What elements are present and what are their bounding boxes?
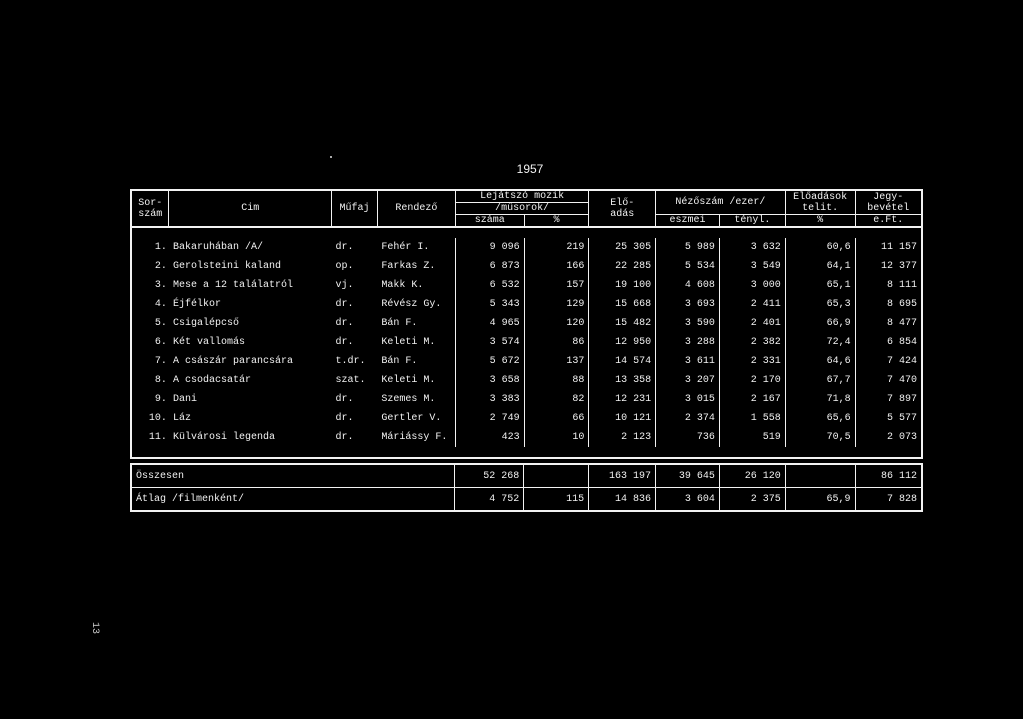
viewers-nominal: 3 288 — [656, 333, 720, 352]
genre: vj. — [335, 280, 354, 291]
header-nezoszam: Nézőszám /ezer/ — [656, 190, 786, 215]
occupancy-pct: 70,5 — [785, 428, 855, 447]
header-jegybevetel: Jegy- bevétel — [855, 190, 922, 215]
ticket-revenue: 8 477 — [855, 314, 922, 333]
row-index: 6. — [154, 337, 167, 348]
genre: t.dr. — [335, 356, 366, 367]
summary-cell: 26 120 — [719, 464, 785, 488]
cinema-pct: 10 — [524, 428, 589, 447]
summary-cell: 39 645 — [655, 464, 719, 488]
genre: dr. — [335, 413, 354, 424]
genre: dr. — [335, 432, 354, 443]
viewers-actual: 1 558 — [719, 409, 785, 428]
cinema-count: 3 658 — [455, 371, 524, 390]
viewers-nominal: 3 015 — [656, 390, 720, 409]
summary-cell: 4 752 — [455, 488, 524, 512]
director: Farkas Z. — [381, 261, 436, 272]
occupancy-pct: 66,9 — [785, 314, 855, 333]
viewers-actual: 519 — [719, 428, 785, 447]
cinema-count: 9 096 — [455, 238, 524, 257]
summary-cell: 163 197 — [589, 464, 656, 488]
row-index: 1. — [154, 242, 167, 253]
cinema-pct: 88 — [524, 371, 589, 390]
header-musorok: /műsorok/ — [455, 203, 589, 215]
film-title: Láz — [172, 413, 191, 424]
ticket-revenue: 6 854 — [855, 333, 922, 352]
viewers-actual: 2 167 — [719, 390, 785, 409]
year-title: 1957 — [516, 162, 544, 176]
occupancy-pct: 65,3 — [785, 295, 855, 314]
summary-cell — [785, 464, 855, 488]
occupancy-pct: 65,6 — [785, 409, 855, 428]
summary-cell — [524, 464, 589, 488]
summary-cell: 65,9 — [785, 488, 855, 512]
summary-cell: 86 112 — [855, 464, 922, 488]
viewers-actual: 2 382 — [719, 333, 785, 352]
cinema-count: 6 873 — [455, 257, 524, 276]
cinema-count: 423 — [455, 428, 524, 447]
table-row — [131, 428, 922, 447]
cinema-count: 3 383 — [455, 390, 524, 409]
viewers-nominal: 3 611 — [656, 352, 720, 371]
ticket-revenue: 7 424 — [855, 352, 922, 371]
summary-cell: 14 836 — [589, 488, 656, 512]
viewers-nominal: 2 374 — [656, 409, 720, 428]
summary-cell: 115 — [524, 488, 589, 512]
ticket-revenue: 7 897 — [855, 390, 922, 409]
director: Keleti M. — [381, 337, 436, 348]
cinema-pct: 137 — [524, 352, 589, 371]
header-lej-pct: % — [524, 215, 589, 228]
table-row — [131, 390, 922, 409]
summary-row-total — [131, 464, 922, 488]
row-index: 11. — [148, 432, 167, 443]
film-title: Két vallomás — [172, 337, 245, 348]
occupancy-pct: 72,4 — [785, 333, 855, 352]
cinema-pct: 129 — [524, 295, 589, 314]
occupancy-pct: 64,6 — [785, 352, 855, 371]
summary-label: Átlag /filmenként/ — [131, 488, 455, 512]
header-telit-pct: % — [785, 215, 855, 228]
table-row — [131, 238, 922, 257]
table-row — [131, 371, 922, 390]
viewers-actual: 2 401 — [719, 314, 785, 333]
screenings: 12 231 — [589, 390, 656, 409]
row-index: 10. — [148, 413, 167, 424]
cinema-count: 5 672 — [455, 352, 524, 371]
genre: dr. — [335, 337, 354, 348]
cinema-pct: 86 — [524, 333, 589, 352]
ticket-revenue: 12 377 — [855, 257, 922, 276]
film-title: Mese a 12 találatról — [172, 280, 293, 291]
table-row — [131, 276, 922, 295]
ticket-revenue: 8 695 — [855, 295, 922, 314]
director: Bán F. — [381, 318, 418, 329]
viewers-actual: 3 000 — [719, 276, 785, 295]
row-index: 8. — [154, 375, 167, 386]
film-title: A csodacsatár — [172, 375, 251, 386]
header-eszmei: eszmei — [656, 215, 720, 228]
screenings: 19 100 — [589, 276, 656, 295]
viewers-nominal: 4 608 — [656, 276, 720, 295]
table-body — [131, 227, 922, 458]
cinema-count: 4 965 — [455, 314, 524, 333]
screenings: 22 285 — [589, 257, 656, 276]
screenings: 10 121 — [589, 409, 656, 428]
occupancy-pct: 64,1 — [785, 257, 855, 276]
header-rendezo: Rendező — [377, 190, 455, 227]
film-title: Gerolsteini kaland — [172, 261, 281, 272]
viewers-actual: 3 632 — [719, 238, 785, 257]
occupancy-pct: 67,7 — [785, 371, 855, 390]
viewers-nominal: 5 989 — [656, 238, 720, 257]
genre: dr. — [335, 318, 354, 329]
screenings: 2 123 — [589, 428, 656, 447]
summary-label: Összesen — [131, 464, 455, 488]
cinema-pct: 120 — [524, 314, 589, 333]
cinema-pct: 82 — [524, 390, 589, 409]
table-row — [131, 409, 922, 428]
screenings: 15 668 — [589, 295, 656, 314]
header-cim: Cim — [169, 190, 332, 227]
director: Bán F. — [381, 356, 418, 367]
director: Szemes M. — [381, 394, 436, 405]
row-index: 9. — [154, 394, 167, 405]
ticket-revenue: 2 073 — [855, 428, 922, 447]
table-header — [131, 190, 922, 227]
cinema-count: 5 343 — [455, 295, 524, 314]
director: Makk K. — [381, 280, 424, 291]
cinema-pct: 157 — [524, 276, 589, 295]
ticket-revenue: 5 577 — [855, 409, 922, 428]
viewers-nominal: 5 534 — [656, 257, 720, 276]
viewers-nominal: 3 207 — [656, 371, 720, 390]
occupancy-pct: 60,6 — [785, 238, 855, 257]
table-row — [131, 352, 922, 371]
screenings: 25 305 — [589, 238, 656, 257]
cinema-pct: 166 — [524, 257, 589, 276]
genre: op. — [335, 261, 354, 272]
director: Révész Gy. — [381, 299, 442, 310]
film-title: Éjfélkor — [172, 299, 221, 310]
film-title: Bakaruhában /A/ — [172, 242, 263, 253]
header-tenyl: tényl. — [719, 215, 785, 228]
director: Fehér I. — [381, 242, 430, 253]
film-title: Külvárosi legenda — [172, 432, 275, 443]
occupancy-pct: 71,8 — [785, 390, 855, 409]
genre: dr. — [335, 299, 354, 310]
row-index: 7. — [154, 356, 167, 367]
screenings: 13 358 — [589, 371, 656, 390]
summary-table — [130, 463, 923, 512]
summary-cell: 52 268 — [455, 464, 524, 488]
ticket-revenue: 7 470 — [855, 371, 922, 390]
header-eloadasok-telit: Előadások telit. — [785, 190, 855, 215]
screenings: 14 574 — [589, 352, 656, 371]
table-row — [131, 314, 922, 333]
viewers-actual: 2 331 — [719, 352, 785, 371]
header-lejatszo: Lejátszó mozik — [455, 190, 589, 203]
genre: szat. — [335, 375, 366, 386]
screenings: 15 482 — [589, 314, 656, 333]
summary-row-average — [131, 488, 922, 512]
summary-cell: 2 375 — [719, 488, 785, 512]
film-statistics-table — [130, 189, 923, 459]
genre: dr. — [335, 242, 354, 253]
row-index: 2. — [154, 261, 167, 272]
page-number: 13 — [89, 622, 100, 635]
director: Keleti M. — [381, 375, 436, 386]
header-eloadas: Elő- adás — [589, 190, 656, 227]
viewers-actual: 2 170 — [719, 371, 785, 390]
summary-cell: 3 604 — [655, 488, 719, 512]
ticket-revenue: 11 157 — [855, 238, 922, 257]
header-mufaj: Műfaj — [332, 190, 378, 227]
film-title: Dani — [172, 394, 197, 405]
table-row — [131, 295, 922, 314]
viewers-nominal: 3 693 — [656, 295, 720, 314]
genre: dr. — [335, 394, 354, 405]
film-title: Csigalépcső — [172, 318, 239, 329]
cinema-pct: 219 — [524, 238, 589, 257]
screenings: 12 950 — [589, 333, 656, 352]
header-eft: e.Ft. — [855, 215, 922, 228]
row-index: 3. — [154, 280, 167, 291]
speck — [330, 156, 332, 158]
viewers-nominal: 736 — [656, 428, 720, 447]
cinema-count: 6 532 — [455, 276, 524, 295]
ticket-revenue: 8 111 — [855, 276, 922, 295]
row-index: 4. — [154, 299, 167, 310]
header-sorszam: Sor- szám — [131, 190, 169, 227]
director: Gertler V. — [381, 413, 442, 424]
summary-cell: 7 828 — [855, 488, 922, 512]
occupancy-pct: 65,1 — [785, 276, 855, 295]
cinema-pct: 66 — [524, 409, 589, 428]
viewers-nominal: 3 590 — [656, 314, 720, 333]
table-row — [131, 333, 922, 352]
header-lej-szama: száma — [455, 215, 524, 228]
viewers-actual: 2 411 — [719, 295, 785, 314]
viewers-actual: 3 549 — [719, 257, 785, 276]
row-index: 5. — [154, 318, 167, 329]
cinema-count: 3 574 — [455, 333, 524, 352]
cinema-count: 2 749 — [455, 409, 524, 428]
table-row — [131, 257, 922, 276]
film-title: A császár parancsára — [172, 356, 293, 367]
director: Máriássy F. — [381, 432, 448, 443]
